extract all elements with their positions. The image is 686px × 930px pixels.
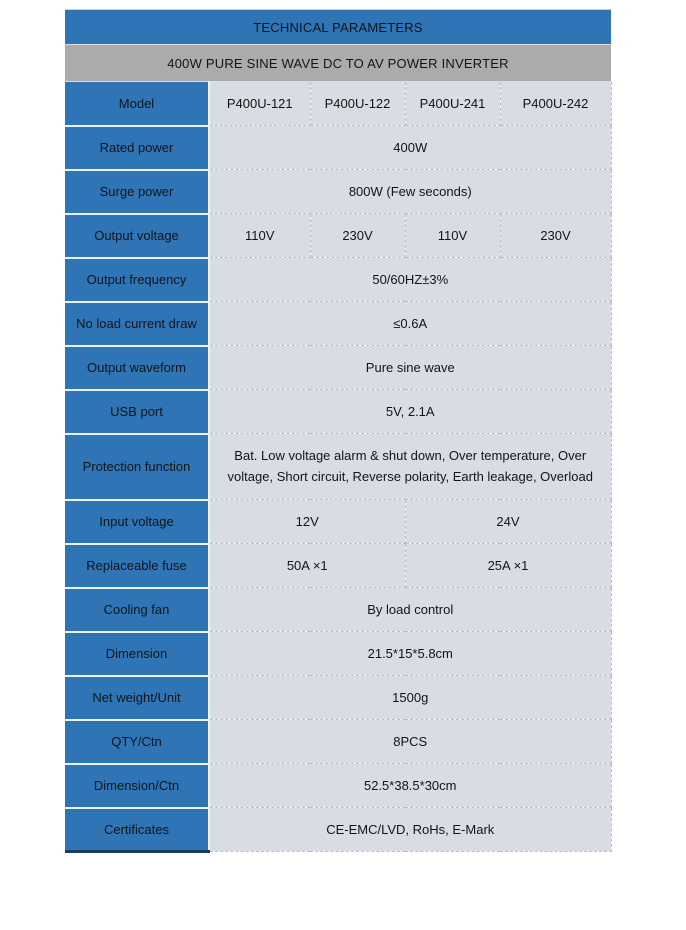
row-value: 50/60HZ±3% xyxy=(209,258,611,302)
table-row xyxy=(65,808,611,852)
spec-rows xyxy=(65,82,611,852)
row-label: Output waveform xyxy=(65,346,209,390)
row-label: Rated power xyxy=(65,126,209,170)
row-label: Surge power xyxy=(65,170,209,214)
table-row xyxy=(65,390,611,434)
row-value: CE-EMC/LVD, RoHs, E-Mark xyxy=(209,808,611,852)
row-value: 1500g xyxy=(209,676,611,720)
row-label: QTY/Ctn xyxy=(65,720,209,764)
table-row xyxy=(65,302,611,346)
spec-sheet xyxy=(65,9,612,853)
row-value: 52.5*38.5*30cm xyxy=(209,764,611,808)
row-label: Output voltage xyxy=(65,214,209,258)
row-value: 800W (Few seconds) xyxy=(209,170,611,214)
row-value: P400U-122 xyxy=(310,82,405,126)
row-value: Pure sine wave xyxy=(209,346,611,390)
table-title: TECHNICAL PARAMETERS xyxy=(65,10,611,45)
row-label: Dimension xyxy=(65,632,209,676)
table-subtitle-row xyxy=(65,45,611,82)
row-value: 24V xyxy=(405,500,611,544)
row-label: USB port xyxy=(65,390,209,434)
row-value: Bat. Low voltage alarm & shut down, Over temperature, Over voltage, Short circuit, Reverse polarity, Earth leakage, Overload xyxy=(209,434,611,500)
table-row xyxy=(65,764,611,808)
row-value: P400U-241 xyxy=(405,82,500,126)
table-row xyxy=(65,544,611,588)
row-value: By load control xyxy=(209,588,611,632)
table-row xyxy=(65,170,611,214)
table-row xyxy=(65,82,611,126)
table-row xyxy=(65,126,611,170)
row-label: Net weight/Unit xyxy=(65,676,209,720)
row-value: ≤0.6A xyxy=(209,302,611,346)
row-value: 110V xyxy=(209,214,310,258)
row-label: Certificates xyxy=(65,808,209,852)
table-title-row xyxy=(65,10,611,45)
table-row xyxy=(65,632,611,676)
row-label: Cooling fan xyxy=(65,588,209,632)
row-label: Replaceable fuse xyxy=(65,544,209,588)
row-value: 230V xyxy=(310,214,405,258)
row-label: Protection function xyxy=(65,434,209,500)
row-value: 25A ×1 xyxy=(405,544,611,588)
row-label: Input voltage xyxy=(65,500,209,544)
table-row xyxy=(65,258,611,302)
row-label: Dimension/Ctn xyxy=(65,764,209,808)
row-value: 400W xyxy=(209,126,611,170)
table-row xyxy=(65,346,611,390)
table-row xyxy=(65,720,611,764)
row-value: P400U-121 xyxy=(209,82,310,126)
row-value: 5V, 2.1A xyxy=(209,390,611,434)
row-value: 50A ×1 xyxy=(209,544,405,588)
row-value: P400U-242 xyxy=(500,82,611,126)
row-value: 12V xyxy=(209,500,405,544)
row-value: 110V xyxy=(405,214,500,258)
row-label: No load current draw xyxy=(65,302,209,346)
row-value: 21.5*15*5.8cm xyxy=(209,632,611,676)
table-row xyxy=(65,588,611,632)
table-row xyxy=(65,500,611,544)
table-row xyxy=(65,676,611,720)
row-label: Model xyxy=(65,82,209,126)
row-label: Output frequency xyxy=(65,258,209,302)
table-subtitle: 400W PURE SINE WAVE DC TO AV POWER INVERTER xyxy=(65,45,611,82)
row-value: 8PCS xyxy=(209,720,611,764)
row-value: 230V xyxy=(500,214,611,258)
table-row xyxy=(65,214,611,258)
technical-parameters-table xyxy=(65,9,612,853)
table-row xyxy=(65,434,611,500)
